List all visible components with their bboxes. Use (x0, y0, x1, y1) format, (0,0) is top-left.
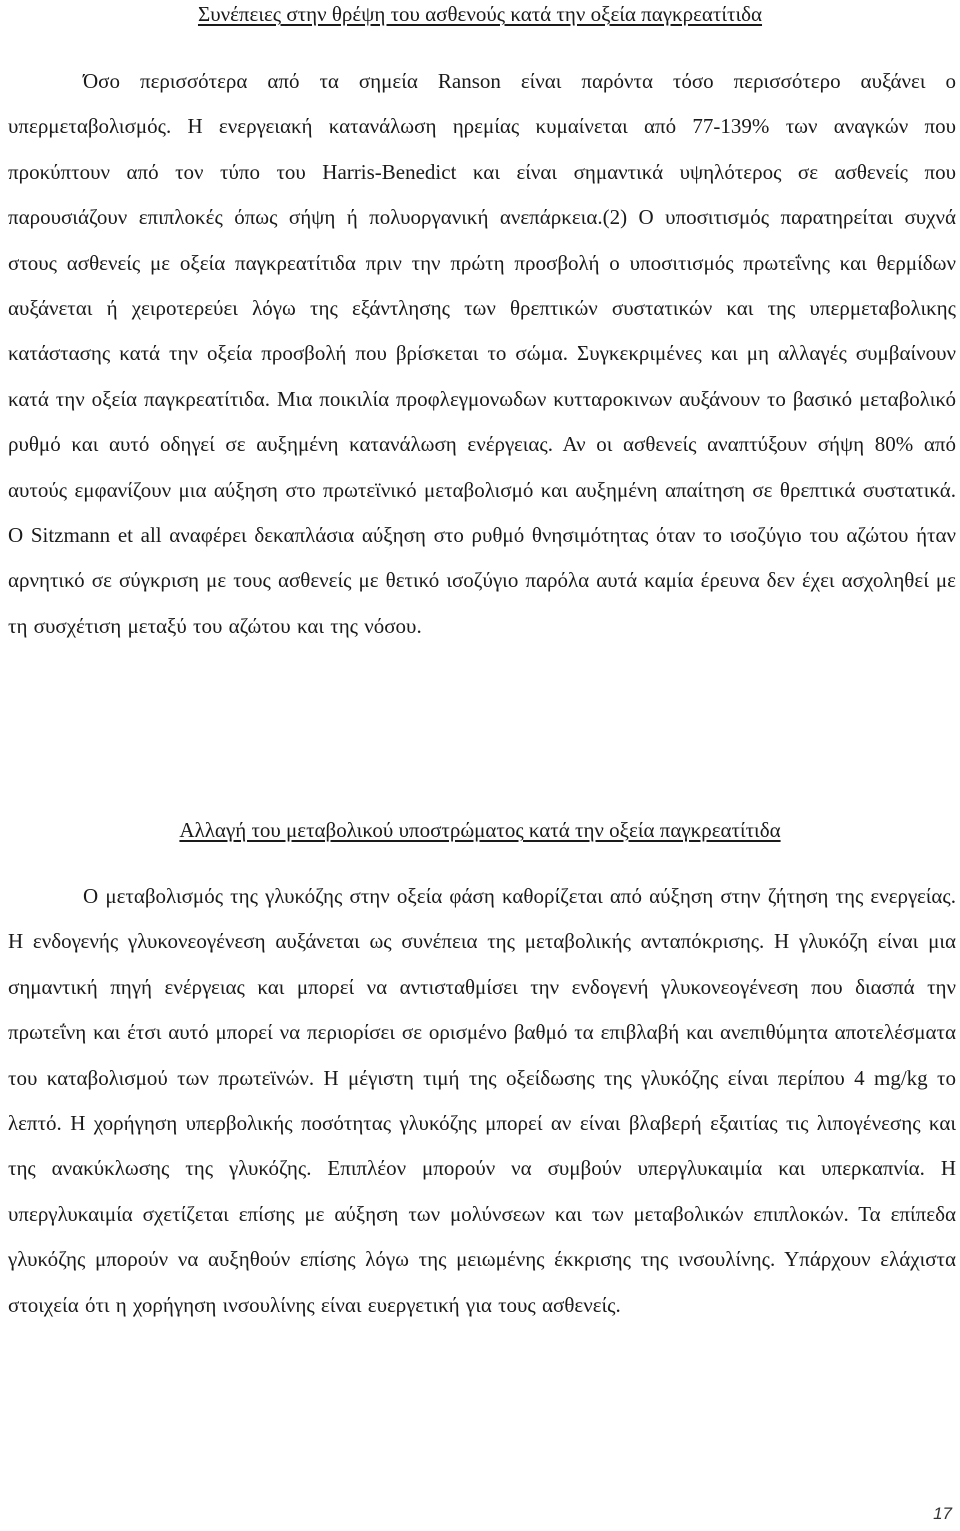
section-heading-nutrition-consequences: Συνέπειες στην θρέψη του ασθενούς κατά την οξεία παγκρεατίτιδα (197, 2, 763, 26)
body-paragraph-glucose-metabolism: Ο μεταβολισμός της γλυκόζης στην οξεία φάση καθορίζεται από αύξηση στην ζήτηση της ενεργείας. Η ενδογενής γλυκονεογένεση αυξάνεται ως συνέπεια της μεταβολικής ανταπόκρισης. Η γλυκόζη είναι μια σημαντική πηγή ενέργειας και μπορεί να αντισταθμίσει την ενδογενή γλυκονεογένεση που διασπά την πρωτεΐνη και έτσι αυτό μπορεί να περιορίσει σε ορισμένο βαθμό τα επιβλαβή και ανεπιθύμητα αποτελέσματα του καταβολισμού των πρωτεϊνών. Η μέγιστη τιμή της οξείδωσης της γλυκόζης είναι περίπου 4 mg/kg το λεπτό. Η χορήγηση υπερβολικής ποσότητας γλυκόζης μπορεί αν είναι βλαβερή εξαιτίας τις λιπογένεσης και της ανακύκλωσης της γλυκόζης. Επιπλέον μπορούν να συμβούν υπεργλυκαιμία και υπερκαπνία. Η υπεργλυκαιμία σχετίζεται επίσης με αύξηση των μολύνσεων και των μεταβολικών επιπλοκών. Τα επίπεδα γλυκόζης μπορούν να αυξηθούν επίσης λόγω της μειωμένης έκκρισης της ινσουλίνης. Υπάρχουν ελάχιστα στοιχεία ότι η χορήγηση ινσουλίνης είναι ευεργετική για τους ασθενείς. (8, 884, 956, 1317)
body-paragraph-nutrition: Όσο περισσότερα από τα σημεία Ranson είναι παρόντα τόσο περισσότερο αυξάνει ο υπερμεταβολισμός. Η ενεργειακή κατανάλωση ηρεμίας κυμαίνεται από 77-139% των αναγκών που προκύπτουν από τον τύπο του Harris-Benedict και είναι σημαντικά υψηλότερος σε ασθενείς που παρουσιάζουν επιπλοκές όπως σήψη ή πολυοργανική ανεπάρκεια.(2) Ο υποσιτισμός παρατηρείται συχνά στους ασθενείς με οξεία παγκρεατίτιδα πριν την πρώτη προσβολή ο υποσιτισμός πρωτεΐνης και θερμίδων αυξάνεται ή χειροτερεύει λόγω της εξάντλησης των θρεπτικών συστατικών και της υπερμεταβολικης κατάστασης κατά την οξεία προσβολή που βρίσκεται το σώμα. Συγκεκριμένες και μη αλλαγές συμβαίνουν κατά την οξεία παγκρεατίτιδα. Μια ποικιλία προφλεγμονωδων κυτταροκινων αυξάνουν το βασικό μεταβολικό ρυθμό και αυτό οδηγεί σε αυξημένη κατανάλωση ενέργειας. Αν οι ασθενείς αναπτύξουν σήψη 80% από αυτούς εμφανίζουν μια αύξηση στο πρωτεϊνικό μεταβολισμό και αυξημένη απαίτηση σε θρεπτικά συστατικά. Ο Sitzmann et all αναφέρει δεκαπλάσια αύξηση στο ρυθμό θνησιμότητας όταν το ισοζύγιο του αζώτου ήταν αρνητικό σε σύγκριση με τους ασθενείς με θετικό ισοζύγιο παρόλα αυτά καμία έρευνα δεν έχει ασχοληθεί με τη συσχέτιση μεταξύ του αζώτου και της νόσου. (8, 69, 956, 638)
page-number: 17 (933, 1504, 952, 1523)
section-heading-metabolic-substrate: Αλλαγή του μεταβολικού υποστρώματος κατά την οξεία παγκρεατίτιδα (179, 818, 781, 842)
